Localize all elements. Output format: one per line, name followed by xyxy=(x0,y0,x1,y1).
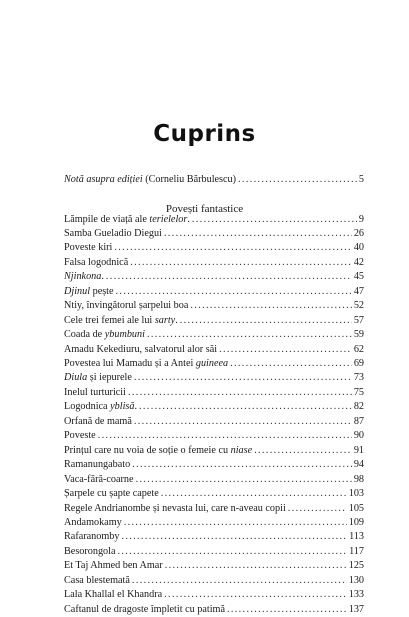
toc-entry xyxy=(64,241,364,255)
dot-leader xyxy=(124,516,347,530)
dot-leader xyxy=(114,241,351,255)
dot-leader xyxy=(118,545,348,559)
entry-title: Et Taj Ahmed ben Amar xyxy=(64,560,163,572)
entry-title: Djinul pește xyxy=(64,285,114,297)
entry-title: Falsa logodnică xyxy=(64,256,129,268)
toc-entry xyxy=(64,429,364,443)
dot-leader xyxy=(219,343,352,357)
dot-leader xyxy=(128,386,352,400)
toc-entry xyxy=(64,314,364,328)
dot-leader xyxy=(164,227,352,241)
entry-title: Ntiy, învingătorul șarpelui boa xyxy=(64,300,189,312)
toc-entry xyxy=(64,357,364,371)
toc-entry xyxy=(64,343,364,357)
entry-title: Poveste kiri xyxy=(64,242,113,254)
dot-leader xyxy=(106,270,352,284)
dot-leader xyxy=(121,530,347,544)
dot-leader xyxy=(165,559,347,573)
entry-title: Ramanungabato xyxy=(64,459,131,471)
dot-leader xyxy=(190,299,351,313)
entry-title: Șarpele cu șapte capete xyxy=(64,488,159,500)
dot-leader xyxy=(227,603,347,617)
entry-page: 91 xyxy=(353,444,364,456)
dot-leader xyxy=(139,400,352,414)
entry-page: 109 xyxy=(348,516,364,528)
toc-entry xyxy=(64,270,364,284)
entry-page: 82 xyxy=(353,401,364,413)
entry-page: 69 xyxy=(353,358,364,369)
entry-title: Casa blestemată xyxy=(64,574,130,586)
entry-title: Prințul care nu voia de soție o femeie cu niase xyxy=(64,444,253,456)
entry-title: Logodnica yblisă. xyxy=(64,401,138,413)
toc-entry xyxy=(64,227,364,241)
toc-entry xyxy=(64,386,364,400)
entry-title: Lămpile de viață ale terielelor. xyxy=(64,213,190,225)
toc-entry xyxy=(64,530,364,544)
dot-leader xyxy=(130,256,352,270)
entry-title: Andamokamy xyxy=(64,516,122,528)
toc-entry xyxy=(64,328,364,342)
entry-title: Amadu Kekediuru, salvatorul alor săi xyxy=(64,343,218,355)
toc-entry xyxy=(64,458,364,472)
toc-entry xyxy=(64,559,364,573)
entry-page: 113 xyxy=(349,531,364,543)
entry-page: 98 xyxy=(353,473,364,485)
entry-page: 73 xyxy=(353,372,364,384)
entry-page: 47 xyxy=(353,285,364,297)
entry-title: Notă asupra ediției (Corneliu Bărbulescu) xyxy=(64,174,237,185)
toc-entry xyxy=(64,256,364,270)
dot-leader xyxy=(230,357,352,371)
dot-leader xyxy=(147,328,352,342)
entry-page: 62 xyxy=(353,343,364,355)
dot-leader xyxy=(238,173,357,187)
entry-title: Regele Andrianombe și nevasta lui, care n-aveau copii xyxy=(64,502,286,514)
section-heading: Povești fantastice xyxy=(165,203,244,215)
toc-entry xyxy=(64,588,364,602)
entry-title: Povestea lui Mamadu și a Antei guineea xyxy=(64,358,229,369)
entry-title: Cele trei femei ale lui sarty. xyxy=(64,314,178,326)
toc-entry xyxy=(64,444,364,458)
entry-page: 57 xyxy=(353,314,364,326)
entry-page: 94 xyxy=(353,459,364,471)
entry-page: 52 xyxy=(353,300,364,312)
entry-title: Diula și iepurele xyxy=(64,372,132,384)
entry-page: 105 xyxy=(348,502,364,514)
toc-entry xyxy=(64,213,364,227)
dot-leader xyxy=(288,502,347,516)
dot-leader xyxy=(161,487,347,501)
entry-page: 125 xyxy=(348,560,364,572)
entry-page: 40 xyxy=(353,242,364,254)
entry-page: 130 xyxy=(348,574,364,586)
dot-leader xyxy=(254,444,352,458)
dot-leader xyxy=(132,458,352,472)
toc-entry xyxy=(64,371,364,385)
entry-title: Besorongola xyxy=(64,545,116,557)
entry-page: 5 xyxy=(358,174,364,185)
toc-entry xyxy=(64,299,364,313)
entry-page: 59 xyxy=(353,329,364,341)
toc-entry xyxy=(64,574,364,588)
entry-page: 42 xyxy=(353,256,364,268)
dot-leader xyxy=(98,429,352,443)
entry-title: Samba Gueladio Diegui xyxy=(64,227,162,239)
entry-title: Rafaranomby xyxy=(64,531,120,543)
toc-entry xyxy=(64,415,364,429)
entry-title: Caftanul de dragoste împletit cu patimă xyxy=(64,603,225,615)
entry-title: Lala Khallal el Khandra xyxy=(64,589,163,601)
page-title: Cuprins xyxy=(153,121,256,147)
toc-entry xyxy=(64,603,364,617)
entry-page: 133 xyxy=(348,589,364,601)
entry-page: 90 xyxy=(353,430,364,442)
dot-leader xyxy=(180,314,352,328)
entry-page: 117 xyxy=(349,545,364,557)
dot-leader xyxy=(132,574,347,588)
entry-page: 26 xyxy=(353,227,364,239)
dot-leader xyxy=(134,415,352,429)
toc-entry-note xyxy=(64,173,364,187)
dot-leader xyxy=(134,371,352,385)
entry-page: 87 xyxy=(353,415,364,427)
entry-title: Vaca-fără-coarne xyxy=(64,473,134,485)
toc-entry xyxy=(64,516,364,530)
dot-leader xyxy=(116,285,352,299)
entry-title: Poveste xyxy=(64,430,96,442)
entry-page: 103 xyxy=(348,488,364,500)
dot-leader xyxy=(136,473,352,487)
toc-entry xyxy=(64,545,364,559)
entry-title: Inelul turturicii xyxy=(64,386,126,398)
toc-entry xyxy=(64,487,364,501)
entry-page: 75 xyxy=(353,386,364,398)
toc-entry xyxy=(64,400,364,414)
entry-page: 45 xyxy=(353,271,364,283)
entry-page: 9 xyxy=(358,213,364,225)
entry-page: 137 xyxy=(348,603,364,615)
entry-title: Njinkona. xyxy=(64,271,104,283)
entry-title: Coada de ybumbuni xyxy=(64,329,145,341)
toc-entry xyxy=(64,473,364,487)
toc-entry xyxy=(64,285,364,299)
dot-leader xyxy=(192,213,357,227)
entry-title: Orfană de mamă xyxy=(64,415,132,427)
toc-entry xyxy=(64,502,364,516)
dot-leader xyxy=(164,588,347,602)
